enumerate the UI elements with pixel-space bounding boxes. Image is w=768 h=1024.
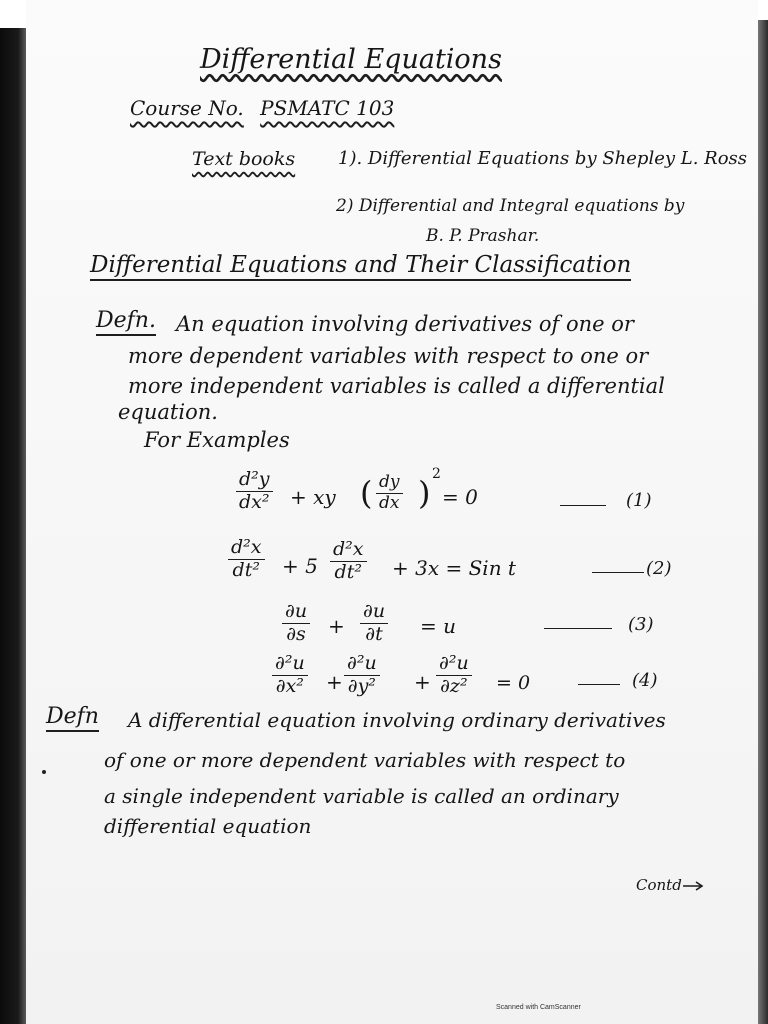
- eq4-dash: [578, 684, 620, 685]
- definition-1-label: Defn.: [96, 308, 156, 336]
- textbook-1: 1). Differential Equations by Shepley L. Ross: [338, 148, 747, 169]
- examples-label: For Examples: [144, 428, 290, 452]
- eq1-right-paren: ): [418, 474, 431, 512]
- definition-1-line: more dependent variables with respect to one or: [128, 344, 649, 368]
- eq4-partial-x: $\frac{\text{∂²u}}{\text{∂x²}}$: [272, 654, 308, 697]
- scanner-watermark: Scanned with CamScanner: [496, 1004, 581, 1011]
- eq3-plus: +: [328, 614, 345, 638]
- eq1-number: (1): [626, 490, 652, 511]
- eq1-exponent: 2: [432, 466, 441, 482]
- eq4-partial-z: $\frac{\text{∂²u}}{\text{∂z²}}$: [436, 654, 472, 697]
- eq2-dash: [592, 572, 644, 573]
- eq2-second-derivative-a: $\frac{\text{d²x}}{\text{dt²}}$: [228, 538, 265, 581]
- eq3-number: (3): [628, 614, 654, 635]
- eq4-plus-a: +: [326, 670, 343, 694]
- eq2-number: (2): [646, 558, 672, 579]
- definition-2-label: Defn: [46, 704, 99, 732]
- definition-2-line: of one or more dependent variables with respect to: [104, 748, 626, 772]
- eq3-partial-t: $\frac{\partial u}{\partial t}$: [360, 602, 388, 645]
- eq2-second-derivative-b: $\frac{\text{d²x}}{\text{dt²}}$: [330, 540, 367, 583]
- eq1-left-paren: (: [360, 474, 373, 512]
- eq3-rhs: = u: [420, 614, 456, 638]
- course-label: Course No.: [130, 96, 244, 120]
- page-title: Differential Equations: [200, 44, 502, 75]
- eq4-rhs: = 0: [496, 672, 531, 694]
- eq1-dash: [560, 505, 606, 506]
- eq2-rest: + 3x = Sin t: [392, 556, 516, 580]
- textbook-2-line1: 2) Differential and Integral equations by: [336, 196, 685, 216]
- definition-1-line: more independent variables is called a differential: [128, 374, 665, 398]
- eq1-xy-term: + xy: [290, 485, 336, 509]
- margin-dot: [42, 770, 46, 774]
- course-number: PSMATC 103: [260, 96, 395, 120]
- section-heading: Differential Equations and Their Classification: [90, 252, 631, 281]
- eq1-rhs: = 0: [442, 485, 478, 509]
- eq3-dash: [544, 628, 612, 629]
- eq1-first-derivative: $\frac{dy}{dx}$: [376, 474, 403, 513]
- eq4-number: (4): [632, 670, 658, 691]
- eq4-plus-b: +: [414, 670, 431, 694]
- definition-1-line: equation.: [118, 400, 218, 424]
- definition-2-line: A differential equation involving ordinary derivatives: [128, 708, 666, 732]
- continued-note: Contd: [636, 876, 682, 894]
- scan-dark-edge-right: [758, 20, 768, 1024]
- course-line: [130, 96, 394, 120]
- eq2-plus-5: + 5: [282, 554, 318, 578]
- definition-1-line: An equation involving derivatives of one or: [176, 312, 634, 336]
- definition-2-line: a single independent variable is called an ordinary: [104, 784, 619, 808]
- eq1-second-derivative: $\frac{\text{d²y}}{\text{dx²}}$: [236, 470, 273, 513]
- definition-2-line: differential equation: [104, 814, 312, 838]
- textbooks-label: Text books: [192, 148, 296, 170]
- textbook-2-line2: B. P. Prashar.: [426, 226, 540, 246]
- eq3-partial-s: $\frac{\partial u}{\partial s}$: [282, 602, 310, 645]
- eq4-partial-y: $\frac{\text{∂²u}}{\text{∂y²}}$: [344, 654, 380, 697]
- arrow-right-icon: [682, 881, 704, 891]
- scan-dark-edge-left: [0, 28, 26, 1024]
